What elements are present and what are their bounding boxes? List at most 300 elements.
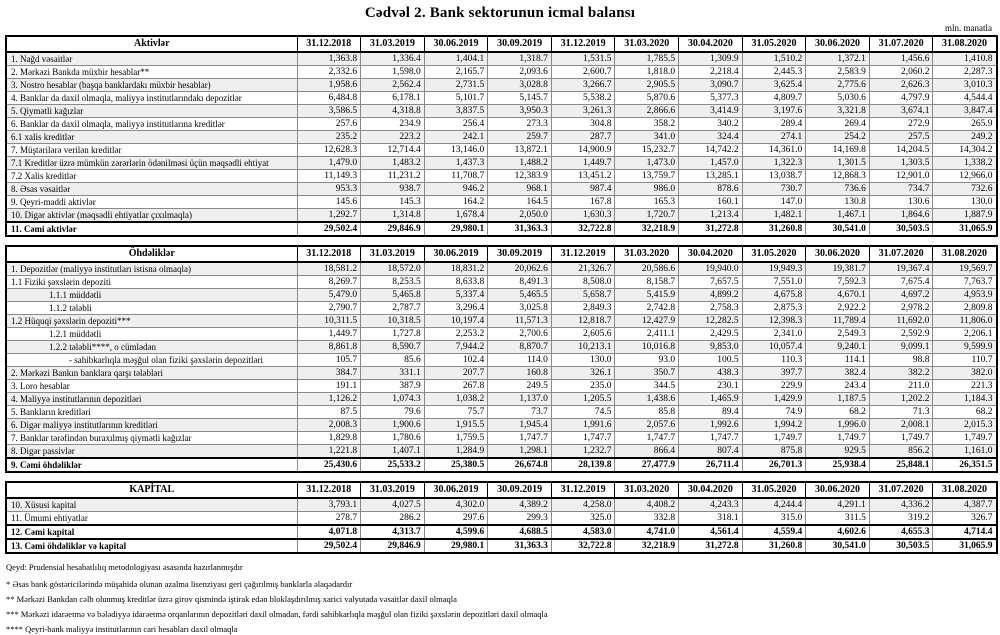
value-cell: 2,429.5 bbox=[679, 328, 743, 341]
value-cell: 1,429.9 bbox=[742, 393, 806, 406]
column-header-date: 31.03.2020 bbox=[615, 246, 679, 262]
value-cell: 160.1 bbox=[679, 196, 743, 209]
value-cell: 12,628.3 bbox=[297, 144, 361, 157]
value-cell: 235.2 bbox=[297, 131, 361, 144]
value-cell: 5,658.7 bbox=[551, 289, 615, 302]
value-cell: 27,477.9 bbox=[615, 458, 679, 472]
value-cell: 1,992.6 bbox=[679, 419, 743, 432]
value-cell: 11,789.4 bbox=[806, 315, 870, 328]
value-cell: 1,479.0 bbox=[297, 157, 361, 170]
row-label: 1.2.1 müddətli bbox=[6, 328, 297, 341]
value-cell: 8,870.7 bbox=[488, 341, 552, 354]
value-cell: 2,978.2 bbox=[869, 302, 933, 315]
value-cell: 29,980.1 bbox=[424, 222, 488, 236]
table-row bbox=[6, 170, 997, 183]
value-cell: 732.6 bbox=[933, 183, 997, 196]
value-cell: 382.2 bbox=[869, 367, 933, 380]
value-cell: 1,818.0 bbox=[615, 66, 679, 79]
value-cell: 8,158.7 bbox=[615, 276, 679, 289]
header-row bbox=[6, 36, 997, 52]
value-cell: 1,488.2 bbox=[488, 157, 552, 170]
value-cell: 968.1 bbox=[488, 183, 552, 196]
value-cell: 3,090.7 bbox=[679, 79, 743, 92]
table-row bbox=[6, 419, 997, 432]
table-row bbox=[6, 131, 997, 144]
value-cell: 5,337.4 bbox=[424, 289, 488, 302]
value-cell: 12,818.7 bbox=[551, 315, 615, 328]
table-row bbox=[6, 302, 997, 315]
value-cell: 12,868.3 bbox=[806, 170, 870, 183]
value-cell: 2,922.2 bbox=[806, 302, 870, 315]
value-cell: 14,742.2 bbox=[679, 144, 743, 157]
value-cell: 2,165.7 bbox=[424, 66, 488, 79]
value-cell: 1,749.7 bbox=[869, 432, 933, 445]
value-cell: 2,562.4 bbox=[361, 79, 425, 92]
value-cell: 254.2 bbox=[806, 131, 870, 144]
value-cell: 12,966.0 bbox=[933, 170, 997, 183]
table-row bbox=[6, 262, 997, 276]
value-cell: 11,231.2 bbox=[361, 170, 425, 183]
value-cell: 878.6 bbox=[679, 183, 743, 196]
value-cell: 4,741.0 bbox=[615, 525, 679, 539]
value-cell: 5,415.9 bbox=[615, 289, 679, 302]
value-cell: 20,586.6 bbox=[615, 262, 679, 276]
value-cell: 2,057.6 bbox=[615, 419, 679, 432]
value-cell: 1,137.0 bbox=[488, 393, 552, 406]
value-cell: 5,465.5 bbox=[488, 289, 552, 302]
column-header-date: 31.03.2019 bbox=[361, 246, 425, 262]
value-cell: 9,853.0 bbox=[679, 341, 743, 354]
value-cell: 1,749.7 bbox=[806, 432, 870, 445]
value-cell: 167.8 bbox=[551, 196, 615, 209]
value-cell: 4,670.1 bbox=[806, 289, 870, 302]
value-cell: 5,377.3 bbox=[679, 92, 743, 105]
value-cell: 11,806.0 bbox=[933, 315, 997, 328]
column-header-date: 31.03.2019 bbox=[361, 482, 425, 498]
table-row bbox=[6, 512, 997, 526]
value-cell: 26,701.3 bbox=[742, 458, 806, 472]
section-header: KAPİTAL bbox=[6, 482, 297, 498]
row-label: - sahibkarlıqla məşğul olan fiziki şəxslərin depozitləri bbox=[6, 354, 297, 367]
value-cell: 1,456.6 bbox=[869, 52, 933, 66]
value-cell: 8,590.7 bbox=[361, 341, 425, 354]
row-label: 1.1.1 müddətli bbox=[6, 289, 297, 302]
value-cell: 1,322.3 bbox=[742, 157, 806, 170]
row-label: 3. Nostro hesablar (başqa banklardakı müxbir hesablar) bbox=[6, 79, 297, 92]
value-cell: 5,030.6 bbox=[806, 92, 870, 105]
column-header-date: 31.12.2019 bbox=[551, 246, 615, 262]
value-cell: 1,630.3 bbox=[551, 209, 615, 223]
row-label: 1.1 Fiziki şəxslərin depoziti bbox=[6, 276, 297, 289]
row-label: 1. Nağd vəsaitlər bbox=[6, 52, 297, 66]
value-cell: 2,206.1 bbox=[933, 328, 997, 341]
value-cell: 85.6 bbox=[361, 354, 425, 367]
value-cell: 297.6 bbox=[424, 512, 488, 526]
value-cell: 29,846.9 bbox=[361, 222, 425, 236]
value-cell: 4,243.3 bbox=[679, 498, 743, 512]
column-header-date: 31.07.2020 bbox=[869, 246, 933, 262]
value-cell: 249.2 bbox=[933, 131, 997, 144]
value-cell: 160.8 bbox=[488, 367, 552, 380]
value-cell: 18,831.2 bbox=[424, 262, 488, 276]
value-cell: 4,408.2 bbox=[615, 498, 679, 512]
value-cell: 3,025.8 bbox=[488, 302, 552, 315]
value-cell: 4,953.9 bbox=[933, 289, 997, 302]
value-cell: 326.7 bbox=[933, 512, 997, 526]
column-header-date: 31.12.2018 bbox=[297, 36, 361, 52]
value-cell: 5,465.8 bbox=[361, 289, 425, 302]
value-cell: 130.0 bbox=[551, 354, 615, 367]
value-cell: 13,872.1 bbox=[488, 144, 552, 157]
value-cell: 235.0 bbox=[551, 380, 615, 393]
value-cell: 304.8 bbox=[551, 118, 615, 131]
value-cell: 89.4 bbox=[679, 406, 743, 419]
value-cell: 145.3 bbox=[361, 196, 425, 209]
value-cell: 358.2 bbox=[615, 118, 679, 131]
value-cell: 130.0 bbox=[933, 196, 997, 209]
table-row bbox=[6, 118, 997, 131]
value-cell: 6,484.8 bbox=[297, 92, 361, 105]
value-cell: 7,675.4 bbox=[869, 276, 933, 289]
value-cell: 4,387.7 bbox=[933, 498, 997, 512]
value-cell: 2,341.0 bbox=[742, 328, 806, 341]
value-cell: 18,581.2 bbox=[297, 262, 361, 276]
table-row bbox=[6, 341, 997, 354]
value-cell: 1,531.5 bbox=[551, 52, 615, 66]
footnote: ** Mərkəzi Bankdan cəlb olunmuş kreditlər üzrə girov qismində iştirak edən bloklaşdırılmış xarici valyutada vəsaitlər daxil olmaqla bbox=[6, 594, 457, 604]
value-cell: 986.0 bbox=[615, 183, 679, 196]
value-cell: 242.1 bbox=[424, 131, 488, 144]
value-cell: 14,204.5 bbox=[869, 144, 933, 157]
value-cell: 20,062.6 bbox=[488, 262, 552, 276]
value-cell: 3,674.1 bbox=[869, 105, 933, 118]
value-cell: 4,313.7 bbox=[361, 525, 425, 539]
value-cell: 32,218.9 bbox=[615, 222, 679, 236]
value-cell: 1,915.5 bbox=[424, 419, 488, 432]
column-header-date: 31.12.2019 bbox=[551, 36, 615, 52]
table-row bbox=[6, 52, 997, 66]
value-cell: 278.7 bbox=[297, 512, 361, 526]
value-cell: 25,430.6 bbox=[297, 458, 361, 472]
value-cell: 31,272.8 bbox=[679, 539, 743, 553]
row-label: 7. Banklar tərəfindən buraxılmış qiymətli kağızlar bbox=[6, 432, 297, 445]
value-cell: 3,321.8 bbox=[806, 105, 870, 118]
value-cell: 5,145.7 bbox=[488, 92, 552, 105]
value-cell: 12,282.5 bbox=[679, 315, 743, 328]
value-cell: 1,727.8 bbox=[361, 328, 425, 341]
value-cell: 324.4 bbox=[679, 131, 743, 144]
table-row bbox=[6, 289, 997, 302]
table-row bbox=[6, 183, 997, 196]
row-label: 2. Mərkəzi Bankda müxbir hesablar** bbox=[6, 66, 297, 79]
value-cell: 19,381.7 bbox=[806, 262, 870, 276]
value-cell: 866.4 bbox=[615, 445, 679, 459]
value-cell: 332.8 bbox=[615, 512, 679, 526]
value-cell: 2,700.6 bbox=[488, 328, 552, 341]
row-label: 5. Bankların kreditləri bbox=[6, 406, 297, 419]
value-cell: 3,028.8 bbox=[488, 79, 552, 92]
value-cell: 2,731.5 bbox=[424, 79, 488, 92]
value-cell: 19,367.4 bbox=[869, 262, 933, 276]
value-cell: 4,655.3 bbox=[869, 525, 933, 539]
row-label: 1.2 Hüquqi şəxslərin depoziti*** bbox=[6, 315, 297, 328]
value-cell: 4,714.4 bbox=[933, 525, 997, 539]
value-cell: 147.0 bbox=[742, 196, 806, 209]
column-header-date: 30.09.2019 bbox=[488, 482, 552, 498]
value-cell: 1,213.4 bbox=[679, 209, 743, 223]
value-cell: 114.0 bbox=[488, 354, 552, 367]
column-header-date: 31.08.2020 bbox=[933, 246, 997, 262]
value-cell: 2,060.2 bbox=[869, 66, 933, 79]
value-cell: 1,759.5 bbox=[424, 432, 488, 445]
value-cell: 3,414.9 bbox=[679, 105, 743, 118]
value-cell: 14,900.9 bbox=[551, 144, 615, 157]
column-header-date: 31.05.2020 bbox=[742, 482, 806, 498]
value-cell: 1,994.2 bbox=[742, 419, 806, 432]
value-cell: 1,483.2 bbox=[361, 157, 425, 170]
table-row bbox=[6, 66, 997, 79]
row-label: 11. Cəmi aktivlər bbox=[6, 222, 297, 236]
table-row bbox=[6, 209, 997, 223]
value-cell: 2,093.6 bbox=[488, 66, 552, 79]
section-table-aktivler bbox=[5, 35, 998, 237]
value-cell: 1,457.0 bbox=[679, 157, 743, 170]
footnotes bbox=[6, 562, 1000, 635]
balance-sheet-tables bbox=[5, 35, 1000, 554]
value-cell: 1,309.9 bbox=[679, 52, 743, 66]
value-cell: 4,318.8 bbox=[361, 105, 425, 118]
value-cell: 1,410.8 bbox=[933, 52, 997, 66]
value-cell: 1,900.6 bbox=[361, 419, 425, 432]
value-cell: 4,797.9 bbox=[869, 92, 933, 105]
value-cell: 30,541.0 bbox=[806, 222, 870, 236]
value-cell: 289.4 bbox=[742, 118, 806, 131]
column-header-date: 30.06.2019 bbox=[424, 246, 488, 262]
value-cell: 1,747.7 bbox=[488, 432, 552, 445]
value-cell: 1,205.5 bbox=[551, 393, 615, 406]
value-cell: 110.3 bbox=[742, 354, 806, 367]
value-cell: 19,949.3 bbox=[742, 262, 806, 276]
value-cell: 2,549.3 bbox=[806, 328, 870, 341]
column-header-date: 30.09.2019 bbox=[488, 36, 552, 52]
row-label: 9. Qeyri-maddi aktivlər bbox=[6, 196, 297, 209]
value-cell: 1,747.7 bbox=[679, 432, 743, 445]
value-cell: 1,318.7 bbox=[488, 52, 552, 66]
value-cell: 1,996.0 bbox=[806, 419, 870, 432]
row-label: 8. Əsas vəsaitlər bbox=[6, 183, 297, 196]
value-cell: 114.1 bbox=[806, 354, 870, 367]
column-header-date: 31.08.2020 bbox=[933, 36, 997, 52]
value-cell: 25,380.5 bbox=[424, 458, 488, 472]
table-row bbox=[6, 445, 997, 459]
value-cell: 4,071.8 bbox=[297, 525, 361, 539]
value-cell: 10,213.1 bbox=[551, 341, 615, 354]
value-cell: 1,887.9 bbox=[933, 209, 997, 223]
row-label: 1.2.2 tələbli****, o cümlədən bbox=[6, 341, 297, 354]
header-row bbox=[6, 246, 997, 262]
table-row bbox=[6, 498, 997, 512]
value-cell: 1,449.7 bbox=[551, 157, 615, 170]
value-cell: 946.2 bbox=[424, 183, 488, 196]
value-cell: 4,599.6 bbox=[424, 525, 488, 539]
row-label: 10. Digər aktivlər (məqsədli ehtiyatlar çıxılmaqla) bbox=[6, 209, 297, 223]
value-cell: 12,398.3 bbox=[742, 315, 806, 328]
value-cell: 344.5 bbox=[615, 380, 679, 393]
value-cell: 145.6 bbox=[297, 196, 361, 209]
column-header-date: 30.06.2020 bbox=[806, 246, 870, 262]
value-cell: 1,438.6 bbox=[615, 393, 679, 406]
table-row bbox=[6, 525, 997, 539]
value-cell: 7,657.5 bbox=[679, 276, 743, 289]
value-cell: 4,258.0 bbox=[551, 498, 615, 512]
column-header-date: 31.08.2020 bbox=[933, 482, 997, 498]
value-cell: 10,057.4 bbox=[742, 341, 806, 354]
value-cell: 18,572.0 bbox=[361, 262, 425, 276]
value-cell: 350.7 bbox=[615, 367, 679, 380]
value-cell: 79.6 bbox=[361, 406, 425, 419]
table-row bbox=[6, 393, 997, 406]
value-cell: 938.7 bbox=[361, 183, 425, 196]
value-cell: 31,363.3 bbox=[488, 222, 552, 236]
value-cell: 1,864.6 bbox=[869, 209, 933, 223]
value-cell: 1,221.8 bbox=[297, 445, 361, 459]
table-row bbox=[6, 432, 997, 445]
value-cell: 10,318.5 bbox=[361, 315, 425, 328]
value-cell: 30,503.5 bbox=[869, 222, 933, 236]
value-cell: 4,389.2 bbox=[488, 498, 552, 512]
value-cell: 85.8 bbox=[615, 406, 679, 419]
column-header-date: 30.06.2019 bbox=[424, 36, 488, 52]
value-cell: 221.3 bbox=[933, 380, 997, 393]
value-cell: 110.7 bbox=[933, 354, 997, 367]
value-cell: 31,260.8 bbox=[742, 222, 806, 236]
value-cell: 12,383.9 bbox=[488, 170, 552, 183]
value-cell: 5,538.2 bbox=[551, 92, 615, 105]
value-cell: 1,465.9 bbox=[679, 393, 743, 406]
section-header: Aktivlər bbox=[6, 36, 297, 52]
value-cell: 12,901.0 bbox=[869, 170, 933, 183]
value-cell: 25,848.1 bbox=[869, 458, 933, 472]
table-row bbox=[6, 354, 997, 367]
value-cell: 397.7 bbox=[742, 367, 806, 380]
value-cell: 326.1 bbox=[551, 367, 615, 380]
value-cell: 10,016.8 bbox=[615, 341, 679, 354]
value-cell: 1,292.7 bbox=[297, 209, 361, 223]
value-cell: 74.5 bbox=[551, 406, 615, 419]
value-cell: 4,027.5 bbox=[361, 498, 425, 512]
value-cell: 4,675.8 bbox=[742, 289, 806, 302]
value-cell: 31,065.9 bbox=[933, 539, 997, 553]
footnote: *** Mərkəzi idarəetmə və bələdiyyə idarəetmə orqanlarının depozitləri daxil olmadan, fərdi sahibkarlıqla məşğul olan fiziki şəxslərin depozitləri daxil olmaqla bbox=[6, 609, 548, 619]
value-cell: 5,101.7 bbox=[424, 92, 488, 105]
value-cell: 315.0 bbox=[742, 512, 806, 526]
value-cell: 4,336.2 bbox=[869, 498, 933, 512]
column-header-date: 31.07.2020 bbox=[869, 482, 933, 498]
value-cell: 2,626.3 bbox=[869, 79, 933, 92]
value-cell: 1,314.8 bbox=[361, 209, 425, 223]
value-cell: 8,269.7 bbox=[297, 276, 361, 289]
value-cell: 1,958.6 bbox=[297, 79, 361, 92]
value-cell: 9,099.1 bbox=[869, 341, 933, 354]
value-cell: 259.7 bbox=[488, 131, 552, 144]
value-cell: 2,905.5 bbox=[615, 79, 679, 92]
value-cell: 2,583.9 bbox=[806, 66, 870, 79]
table-row bbox=[6, 222, 997, 236]
row-label: 2. Mərkəzi Bankın banklara qarşı tələbləri bbox=[6, 367, 297, 380]
value-cell: 2,787.7 bbox=[361, 302, 425, 315]
value-cell: 1,202.2 bbox=[869, 393, 933, 406]
value-cell: 32,722.8 bbox=[551, 539, 615, 553]
value-cell: 311.5 bbox=[806, 512, 870, 526]
value-cell: 3,261.3 bbox=[551, 105, 615, 118]
value-cell: 2,008.3 bbox=[297, 419, 361, 432]
value-cell: 1,747.7 bbox=[615, 432, 679, 445]
value-cell: 93.0 bbox=[615, 354, 679, 367]
value-cell: 730.7 bbox=[742, 183, 806, 196]
value-cell: 11,708.7 bbox=[424, 170, 488, 183]
table-row bbox=[6, 539, 997, 553]
value-cell: 1,407.1 bbox=[361, 445, 425, 459]
table-row bbox=[6, 79, 997, 92]
value-cell: 5,870.6 bbox=[615, 92, 679, 105]
value-cell: 2,253.2 bbox=[424, 328, 488, 341]
row-label: 6. Banklar da daxil olmaqla, maliyyə institutlarına kreditlər bbox=[6, 118, 297, 131]
row-label: 13. Cəmi öhdəliklər və kapital bbox=[6, 539, 297, 553]
value-cell: 11,571.3 bbox=[488, 315, 552, 328]
value-cell: 1,161.0 bbox=[933, 445, 997, 459]
value-cell: 21,326.7 bbox=[551, 262, 615, 276]
value-cell: 7,944.2 bbox=[424, 341, 488, 354]
value-cell: 87.5 bbox=[297, 406, 361, 419]
value-cell: 2,809.8 bbox=[933, 302, 997, 315]
value-cell: 3,837.5 bbox=[424, 105, 488, 118]
value-cell: 1,749.7 bbox=[742, 432, 806, 445]
value-cell: 265.9 bbox=[933, 118, 997, 131]
header-row bbox=[6, 482, 997, 498]
value-cell: 2,015.3 bbox=[933, 419, 997, 432]
row-label: 6. Digər maliyyə institutlarının kreditləri bbox=[6, 419, 297, 432]
value-cell: 4,899.2 bbox=[679, 289, 743, 302]
value-cell: 74.9 bbox=[742, 406, 806, 419]
value-cell: 2,411.1 bbox=[615, 328, 679, 341]
value-cell: 1,074.3 bbox=[361, 393, 425, 406]
value-cell: 319.2 bbox=[869, 512, 933, 526]
value-cell: 13,038.7 bbox=[742, 170, 806, 183]
row-label: 4. Banklar da daxil olmaqla, maliyyə institutlarındakı depozitlər bbox=[6, 92, 297, 105]
value-cell: 7,592.3 bbox=[806, 276, 870, 289]
value-cell: 14,361.0 bbox=[742, 144, 806, 157]
value-cell: 2,875.3 bbox=[742, 302, 806, 315]
value-cell: 1,184.3 bbox=[933, 393, 997, 406]
value-cell: 286.2 bbox=[361, 512, 425, 526]
value-cell: 2,600.7 bbox=[551, 66, 615, 79]
value-cell: 875.8 bbox=[742, 445, 806, 459]
value-cell: 2,287.3 bbox=[933, 66, 997, 79]
column-header-date: 30.04.2020 bbox=[679, 482, 743, 498]
value-cell: 19,569.7 bbox=[933, 262, 997, 276]
page-title: Cədvəl 2. Bank sektorunun icmal balansı bbox=[364, 5, 636, 21]
table-row bbox=[6, 196, 997, 209]
value-cell: 736.6 bbox=[806, 183, 870, 196]
value-cell: 31,065.9 bbox=[933, 222, 997, 236]
row-label: 12. Cəmi kapital bbox=[6, 525, 297, 539]
value-cell: 8,633.8 bbox=[424, 276, 488, 289]
value-cell: 4,602.6 bbox=[806, 525, 870, 539]
value-cell: 29,846.9 bbox=[361, 539, 425, 553]
column-header-date: 31.07.2020 bbox=[869, 36, 933, 52]
value-cell: 269.4 bbox=[806, 118, 870, 131]
row-label: 4. Maliyyə institutlarının depozitləri bbox=[6, 393, 297, 406]
